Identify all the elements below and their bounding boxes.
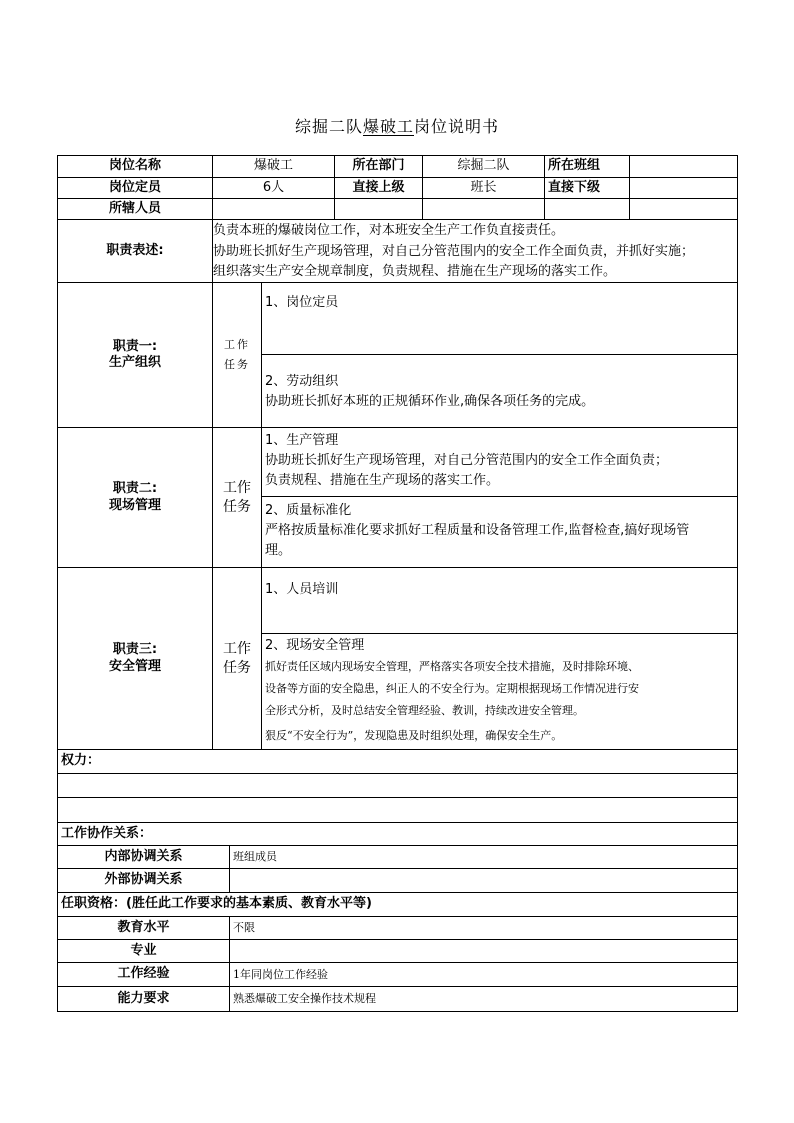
blank-cell (629, 198, 737, 219)
summary-line: 组织落实生产安全规章制度，负责规程、措施在生产现场的落实工作。 (213, 264, 617, 279)
duty-label (58, 567, 212, 749)
duty-item (261, 354, 737, 427)
major-value (229, 939, 737, 962)
job-description-table (57, 155, 738, 1012)
duty-name: 安全管理 (108, 658, 161, 674)
task-label (212, 282, 261, 427)
blank-cell (544, 198, 629, 219)
external-value (229, 868, 737, 892)
internal-label: 内部协调关系 (58, 845, 229, 868)
duty-item-title: 1、人员培训 (265, 582, 339, 597)
qualification-label: 任职资格：(胜任此工作要求的基本素质、教育水平等) (58, 892, 737, 916)
blank-cell (334, 198, 422, 219)
ability-label: 能力要求 (58, 986, 229, 1011)
internal-value: 班组成员 (229, 845, 737, 868)
authority-label: 权力： (58, 749, 737, 773)
task-label-line: 任务 (223, 659, 251, 676)
authority-row (58, 773, 737, 797)
duty-item (261, 633, 737, 749)
title-team: 综掘二队 (294, 117, 363, 136)
staff-value (212, 198, 334, 219)
duty-name: 生产组织 (108, 355, 161, 370)
team-label: 所在班组 (544, 156, 629, 177)
major-label: 专业 (58, 939, 229, 962)
duty-item-text: 全形式分析，及时总结安全管理经验、教训，持续改进安全管理。 (265, 704, 584, 717)
summary-line: 负责本班的爆破岗位工作，对本班安全生产工作负直接责任。 (213, 223, 565, 238)
duty-name: 现场管理 (108, 497, 161, 513)
education-label: 教育水平 (58, 916, 229, 939)
experience-label: 工作经验 (58, 962, 229, 986)
duty-label (58, 427, 212, 567)
duty-item-text: 负责规程、措施在生产现场的落实工作。 (265, 473, 500, 488)
duty-item-title: 1、生产管理 (265, 433, 339, 448)
external-label: 外部协调关系 (58, 868, 229, 892)
document-title (0, 114, 794, 137)
team-value (629, 156, 737, 177)
task-label-line: 工作 (223, 640, 251, 657)
duty-number: 职责二: (112, 481, 158, 497)
duty-item-title: 2、劳动组织 (265, 374, 339, 389)
duty-item-title: 2、现场安全管理 (265, 638, 365, 653)
duty-item-text: 严格按质量标准化要求抓好工程质量和设备管理工作,监督检查,搞好现场管 (265, 523, 690, 538)
duty-item (261, 567, 737, 633)
education-value: 不限 (229, 916, 737, 939)
duty-item-title: 2、质量标准化 (265, 503, 352, 518)
duty-number: 职责一: (112, 338, 158, 354)
staff-label: 所辖人员 (58, 198, 212, 219)
title-suffix: 岗位说明书 (414, 117, 500, 136)
dept-value: 综掘二队 (422, 156, 544, 177)
duty-item-text: 抓好责任区域内现场安全管理，严格落实各项安全技术措施，及时排除环境、 (265, 660, 639, 673)
post-name-label: 岗位名称 (108, 158, 161, 174)
task-label (212, 567, 261, 749)
task-label-line: 任务 (223, 498, 251, 515)
duty-item (261, 282, 737, 354)
post-name-value: 爆破工 (212, 156, 334, 177)
duty-item-text: 协助班长抓好本班的正规循环作业,确保各项任务的完成。 (265, 394, 595, 409)
summary-line: 协助班长抓好生产现场管理，对自己分管范围内的安全工作全面负责，并抓好实施； (213, 243, 695, 259)
duty-label (58, 282, 212, 427)
superior-label: 直接上级 (334, 177, 422, 198)
quota-value: 6人 (212, 177, 334, 198)
task-label-line: 任务 (224, 358, 250, 371)
title-post: 爆破工 (362, 117, 414, 136)
task-label-line: 工作 (223, 479, 251, 496)
experience-value: 1年同岗位工作经验 (229, 962, 737, 986)
duty-item (261, 427, 737, 496)
duty-item-text: 狠反“不安全行为”，发现隐患及时组织处理，确保安全生产。 (265, 729, 563, 742)
subordinate-label: 直接下级 (544, 177, 629, 198)
task-label-line: 工作 (224, 338, 250, 351)
blank-cell (422, 198, 544, 219)
cooperation-label: 工作协作关系： (58, 822, 737, 845)
summary-label: 职责表述: (58, 219, 212, 282)
duty-item-text: 设备等方面的安全隐患，纠正人的不安全行为。定期根据现场工作情况进行安 (265, 682, 639, 695)
duty-number: 职责三: (112, 642, 158, 658)
subordinate-value (629, 177, 737, 198)
duty-item-title: 1、岗位定员 (265, 295, 339, 310)
superior-value: 班长 (422, 177, 544, 198)
authority-row (58, 797, 737, 822)
quota-label: 岗位定员 (58, 177, 212, 198)
dept-label: 所在部门 (334, 156, 422, 177)
duty-item-text: 协助班长抓好生产现场管理，对自己分管范围内的安全工作全面负责； (265, 453, 669, 468)
duty-item-text: 理。 (265, 543, 292, 558)
ability-value: 熟悉爆破工安全操作技术规程 (229, 986, 737, 1011)
task-label (212, 427, 261, 567)
duty-item (261, 496, 737, 567)
summary-text (212, 219, 737, 282)
